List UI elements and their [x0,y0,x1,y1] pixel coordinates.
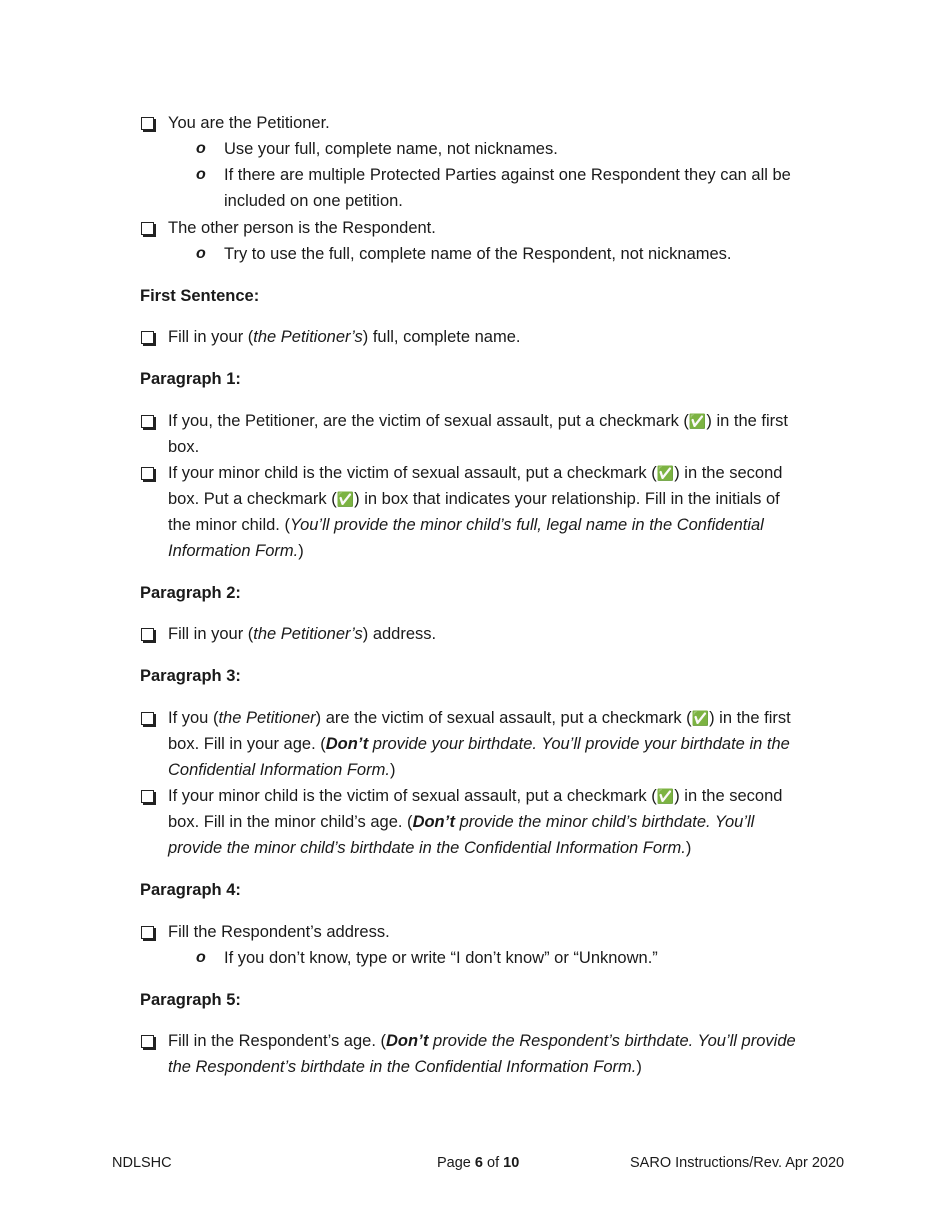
list-item: Fill in your (the Petitioner’s) address. [168,625,437,643]
checkbox-icon [141,790,154,803]
list-item: If your minor child is the victim of sexual assault, put a checkmark (✅) in the second [168,464,783,482]
list-item: You are the Petitioner. [168,114,330,132]
sub-list-item-cont: included on one petition. [224,192,403,210]
checkmark-icon: ✅ [691,710,710,726]
list-item-cont: provide the minor child’s birthdate in the Confidential Information Form.) [168,839,692,857]
list-item: Fill in your (the Petitioner’s) full, complete name. [168,328,521,346]
checkbox-icon [141,415,154,428]
list-item-cont: Confidential Information Form.) [168,761,396,779]
footer-left: NDLSHC [112,1155,172,1171]
section-heading-paragraph-3: Paragraph 3: [140,667,241,685]
list-item: If your minor child is the victim of sexual assault, put a checkmark (✅) in the second [168,787,783,805]
checkbox-icon [141,222,154,235]
list-item: Fill the Respondent’s address. [168,923,390,941]
list-item-cont: box. Put a checkmark (✅) in box that indicates your relationship. Fill in the initials of [168,490,780,508]
checkbox-icon [141,1035,154,1048]
section-heading-paragraph-5: Paragraph 5: [140,991,241,1009]
checkbox-icon [141,926,154,939]
footer-right: SARO Instructions/Rev. Apr 2020 [630,1155,845,1171]
checkmark-icon: ✅ [688,413,707,429]
list-item-cont: Information Form.) [168,542,304,560]
sub-list-item: Try to use the full, complete name of the Respondent, not nicknames. [224,245,732,263]
checkbox-icon [141,117,154,130]
section-heading-paragraph-1: Paragraph 1: [140,370,241,388]
list-item-cont: the Respondent’s birthdate in the Confidential Information Form.) [168,1058,642,1076]
checkbox-icon [141,467,154,480]
checkmark-icon: ✅ [336,491,355,507]
sub-list-item: If there are multiple Protected Parties against one Respondent they can all be [224,166,791,184]
section-heading-paragraph-2: Paragraph 2: [140,584,241,602]
list-item: If you (the Petitioner) are the victim of sexual assault, put a checkmark (✅) in the first [168,709,791,727]
checkbox-icon [141,331,154,344]
bullet-o-icon: o [196,949,206,966]
list-item-cont: box. Fill in your age. (Don’t provide your birthdate. You’ll provide your birthdate in the [168,735,790,753]
list-item-cont: the minor child. (You’ll provide the minor child’s full, legal name in the Confidential [168,516,764,534]
checkmark-icon: ✅ [656,788,675,804]
checkbox-icon [141,628,154,641]
list-item: Fill in the Respondent’s age. (Don’t provide the Respondent’s birthdate. You’ll provide [168,1032,796,1050]
list-item-cont: box. [168,438,200,456]
bullet-o-icon: o [196,245,206,262]
footer-page-number: Page 6 of 10 [437,1155,520,1171]
list-item: If you, the Petitioner, are the victim of sexual assault, put a checkmark (✅) in the first [168,412,788,430]
checkmark-icon: ✅ [656,465,675,481]
bullet-o-icon: o [196,166,206,183]
bullet-o-icon: o [196,140,206,157]
section-heading-first-sentence: First Sentence: [140,287,260,305]
section-heading-paragraph-4: Paragraph 4: [140,881,241,899]
list-item-cont: box. Fill in the minor child’s age. (Don’t provide the minor child’s birthdate. You’ll [168,813,755,831]
list-item: The other person is the Respondent. [168,219,436,237]
sub-list-item: Use your full, complete name, not nicknames. [224,140,558,158]
checkbox-icon [141,712,154,725]
sub-list-item: If you don’t know, type or write “I don’t know” or “Unknown.” [224,949,658,967]
